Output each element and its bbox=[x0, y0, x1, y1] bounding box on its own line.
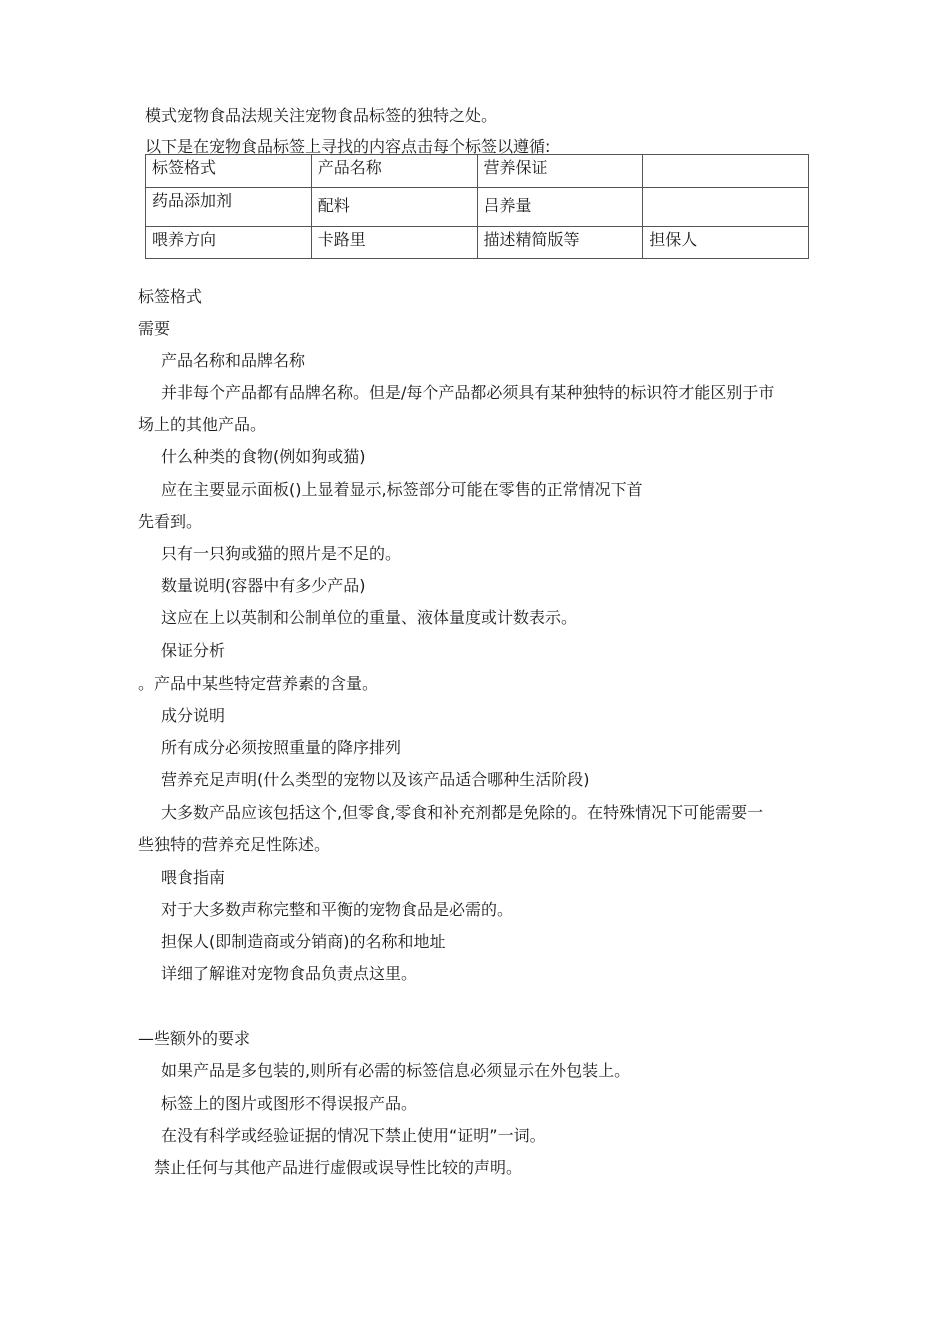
body-line: 成分说明 bbox=[161, 706, 226, 725]
body-line: 在没有科学或经验证据的情况下禁止使用“证明”一词。 bbox=[161, 1126, 546, 1145]
body-line: 标签上的图片或图形不得误报产品。 bbox=[161, 1094, 418, 1113]
table-row bbox=[146, 155, 809, 188]
body-line: 先看到。 bbox=[138, 512, 203, 531]
table-row bbox=[146, 227, 809, 259]
body-line: 如果产品是多包装的,则所有必需的标签信息必须显示在外包装上。 bbox=[161, 1061, 631, 1080]
body-line: 禁止任何与其他产品进行虚假或误导性比较的声明。 bbox=[154, 1158, 523, 1177]
intro-line-1: 模式宠物食品法规关注宠物食品标签的独特之处。 bbox=[145, 106, 498, 125]
label-topics-table bbox=[145, 154, 809, 259]
body-line: 所有成分必须按照重量的降序排列 bbox=[161, 738, 402, 757]
body-line: 对于大多数声称完整和平衡的宠物食品是必需的。 bbox=[161, 900, 514, 919]
body-line: 。产品中某些特定营养素的含量。 bbox=[138, 674, 379, 693]
section-title-additional-requirements: —些额外的要求 bbox=[138, 1029, 251, 1048]
table-cell[interactable]: 产品名称 bbox=[311, 155, 477, 188]
table-cell[interactable]: 吕养量 bbox=[477, 188, 643, 227]
table-cell[interactable]: 担保人 bbox=[643, 227, 809, 259]
body-line: 什么种类的食物(例如狗或猫) bbox=[161, 447, 366, 466]
section-title-label-format: 标签格式 bbox=[138, 287, 203, 306]
table-cell[interactable]: 卡路里 bbox=[311, 227, 477, 259]
body-line: 这应在上以英制和公制单位的重量、液体量度或计数表示。 bbox=[161, 608, 578, 627]
table-cell[interactable]: 喂养方向 bbox=[146, 227, 312, 259]
body-line: 场上的其他产品。 bbox=[138, 415, 267, 434]
body-line[interactable]: 详细了解谁对宠物食品负责点这里。 bbox=[161, 964, 418, 983]
table-cell bbox=[643, 188, 809, 227]
body-line: 只有一只狗或猫的照片是不足的。 bbox=[161, 544, 402, 563]
table-cell[interactable]: 营养保证 bbox=[477, 155, 643, 188]
intro-line-2: 以下是在宠物食品标签上寻找的内容点击每个标签以遵循: bbox=[145, 137, 551, 156]
section-subtitle-required: 需要 bbox=[138, 319, 171, 338]
table-cell bbox=[643, 155, 809, 188]
body-line: 产品名称和品牌名称 bbox=[161, 351, 306, 370]
body-line: 大多数产品应该包括这个,但零食,零食和补充剂都是免除的。在特殊情况下可能需要一 bbox=[161, 803, 764, 822]
body-line: 应在主要显示面板()上显着显示,标签部分可能在零售的正常情况下首 bbox=[161, 480, 643, 499]
body-line: 营养充足声明(什么类型的宠物以及该产品适合哪种生活阶段) bbox=[161, 770, 590, 789]
table-cell[interactable]: 药品添加剂 bbox=[146, 188, 312, 227]
body-line: 喂食指南 bbox=[161, 868, 226, 887]
body-line: 并非每个产品都有品牌名称。但是/每个产品都必须具有某种独特的标识符才能区别于市 bbox=[161, 383, 775, 402]
table-cell[interactable]: 描述精简版等 bbox=[477, 227, 643, 259]
body-line: 保证分析 bbox=[161, 641, 226, 660]
body-line: 数量说明(容器中有多少产品) bbox=[161, 576, 366, 595]
table-row bbox=[146, 188, 809, 227]
body-line: 担保人(即制造商或分销商)的名称和地址 bbox=[161, 932, 446, 951]
table-cell[interactable]: 标签格式 bbox=[146, 155, 312, 188]
table-cell[interactable]: 配料 bbox=[311, 188, 477, 227]
body-line: 些独特的营养充足性陈述。 bbox=[138, 835, 331, 854]
